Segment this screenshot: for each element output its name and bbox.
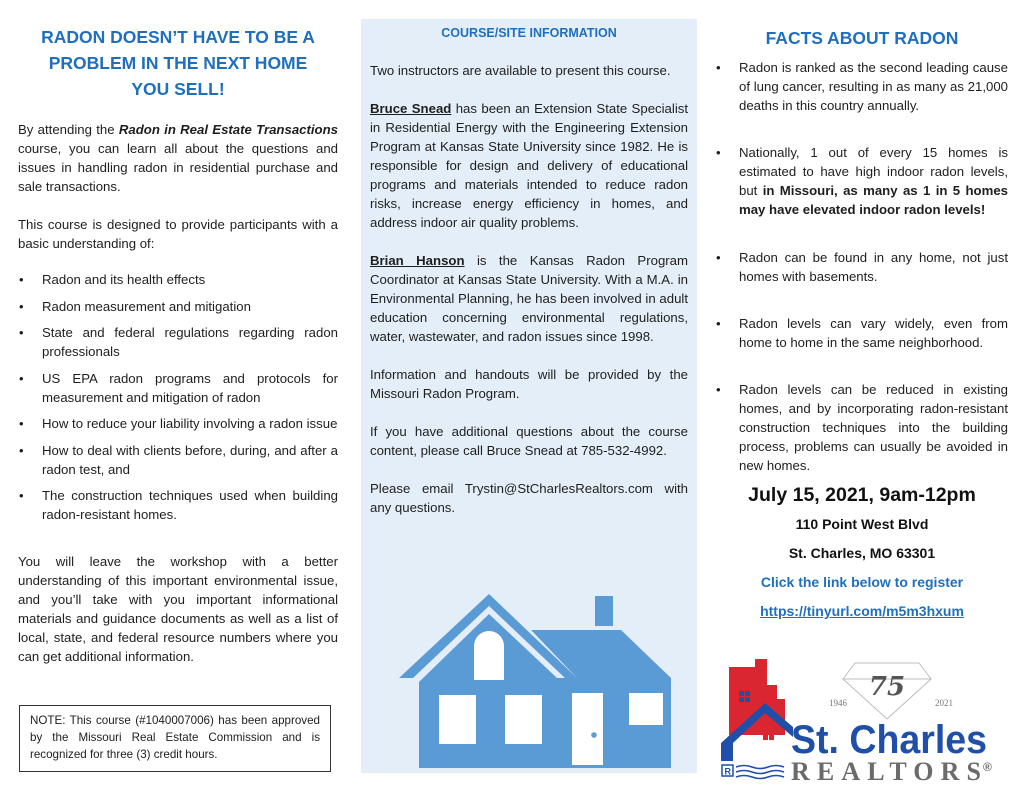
event-details [716,483,1008,621]
course-title: Radon in Real Estate Transactions [118,122,338,137]
instructor-name: Bruce Snead [370,101,452,116]
year-start: 1946 [829,698,847,708]
fact-item: • Radon is ranked as the second leading cause of lung cancer, resulting in as many as 21,000 deaths in this country annually. [716,58,1008,115]
instructor-name: Brian Hanson [370,253,465,268]
register-prompt: Click the link below to register [760,574,964,590]
topic-item: • How to reduce your liability involving a radon issue [18,414,338,433]
fact-item: • Radon can be found in any home, not just homes with basements. [716,248,1008,286]
realtor-mark-letter: R [724,766,731,777]
topic-item: • How to deal with clients before, during, and after a radon test, and [18,441,338,479]
heading-line: YOU SELL! [131,79,225,99]
bruce-bio [370,99,688,232]
accreditation-note: NOTE: This course (#1040007006) has been approved by the Missouri Real Estate Commission and is recognized for three (3) credit hours. [19,705,331,772]
year-end: 2021 [935,698,953,708]
fact-item: • Radon levels can vary widely, even from home to home in the same neighborhood. [716,314,1008,352]
fact-item: • Radon levels can be reduced in existing homes, and by incorporating radon-resistant construction techniques into the building process, problems can usually be avoided in new homes. [716,380,1008,475]
topic-item: • US EPA radon programs and protocols for measurement and mitigation of radon [18,369,338,407]
register-link[interactable]: https://tinyurl.com/m5m3hxum [760,603,964,619]
anniversary-number: 75 [868,672,906,702]
right-column [716,0,1008,621]
main-heading [18,24,338,102]
intro-paragraph [18,120,338,196]
topic-item: • Radon and its health effects [18,270,338,289]
facts-list [716,58,1008,475]
event-address: 110 Point West Blvd [795,516,929,532]
intro-text: course, you can learn all about the questions and issues in handling radon in residential purchase and sale transactions. [18,141,338,194]
brian-bio [370,251,688,346]
heading-line: PROBLEM IN THE NEXT HOME [48,53,308,73]
bio-text: is the Kansas Radon Program Coordinator at Kansas State University. With a M.A. in Environmental Planning, he has been involved in adult education concerning environmental regulations, water, wastewater, and radon issues since 1998. [370,253,688,344]
instructors-paragraph: Two instructors are available to present this course. [370,63,671,78]
topics-list [18,270,338,524]
email-paragraph: Please email Trystin@StCharlesRealtors.com with any questions. [370,481,688,515]
bio-text: has been an Extension State Specialist in Residential Energy with the Engineering Extension Program at Kansas State University since 1982. He is responsible for design and delivery of educational programs and materials intended to reduce radon risks, increase energy efficiency in homes, and address indoor air quality problems. [370,101,689,230]
course-info-panel [361,19,697,773]
intro-text: By attending the [18,122,119,137]
event-city: St. Charles, MO 63301 [788,545,936,561]
st-charles-realtors-logo [719,655,1009,785]
topic-item: • State and federal regulations regarding radon professionals [18,323,338,361]
logo-name-bottom: REALTORS [791,757,981,785]
fact-text: Nationally, 1 out of every 15 homes is estimated to have high indoor radon levels, but [739,145,1008,198]
waves-icon [736,766,784,779]
event-date: July 15, 2021, 9am-12pm [748,484,976,506]
designed-paragraph: This course is designed to provide participants with a basic understanding of: [18,217,338,251]
handouts-paragraph: Information and handouts will be provided by the Missouri Radon Program. [370,367,688,401]
registered-mark: ® [983,760,992,774]
course-info-heading: COURSE/SITE INFORMATION [441,26,617,40]
heading-line: RADON DOESN’T HAVE TO BE A [41,27,315,47]
topic-item: • Radon measurement and mitigation [18,297,338,316]
leave-paragraph: You will leave the workshop with a better understanding of this important environmental issue, and you’ll take with you important informational materials and guidance documents as well as a list of local, state, and federal resource numbers where you can get additional information. [18,554,338,664]
fact-bold: in Missouri, as many as 1 in 5 homes may have elevated indoor radon levels! [739,183,1008,217]
questions-paragraph: If you have additional questions about the course content, please call Bruce Snead at 785-532-4992. [370,424,688,458]
house-icon [381,594,673,773]
fact-item [716,143,1008,219]
logo-name-top: St. Charles [791,718,987,762]
facts-heading: FACTS ABOUT RADON [765,28,959,48]
topic-item: • The construction techniques used when building radon-resistant homes. [18,486,338,524]
left-column [18,0,338,666]
red-building-icon [729,659,785,735]
